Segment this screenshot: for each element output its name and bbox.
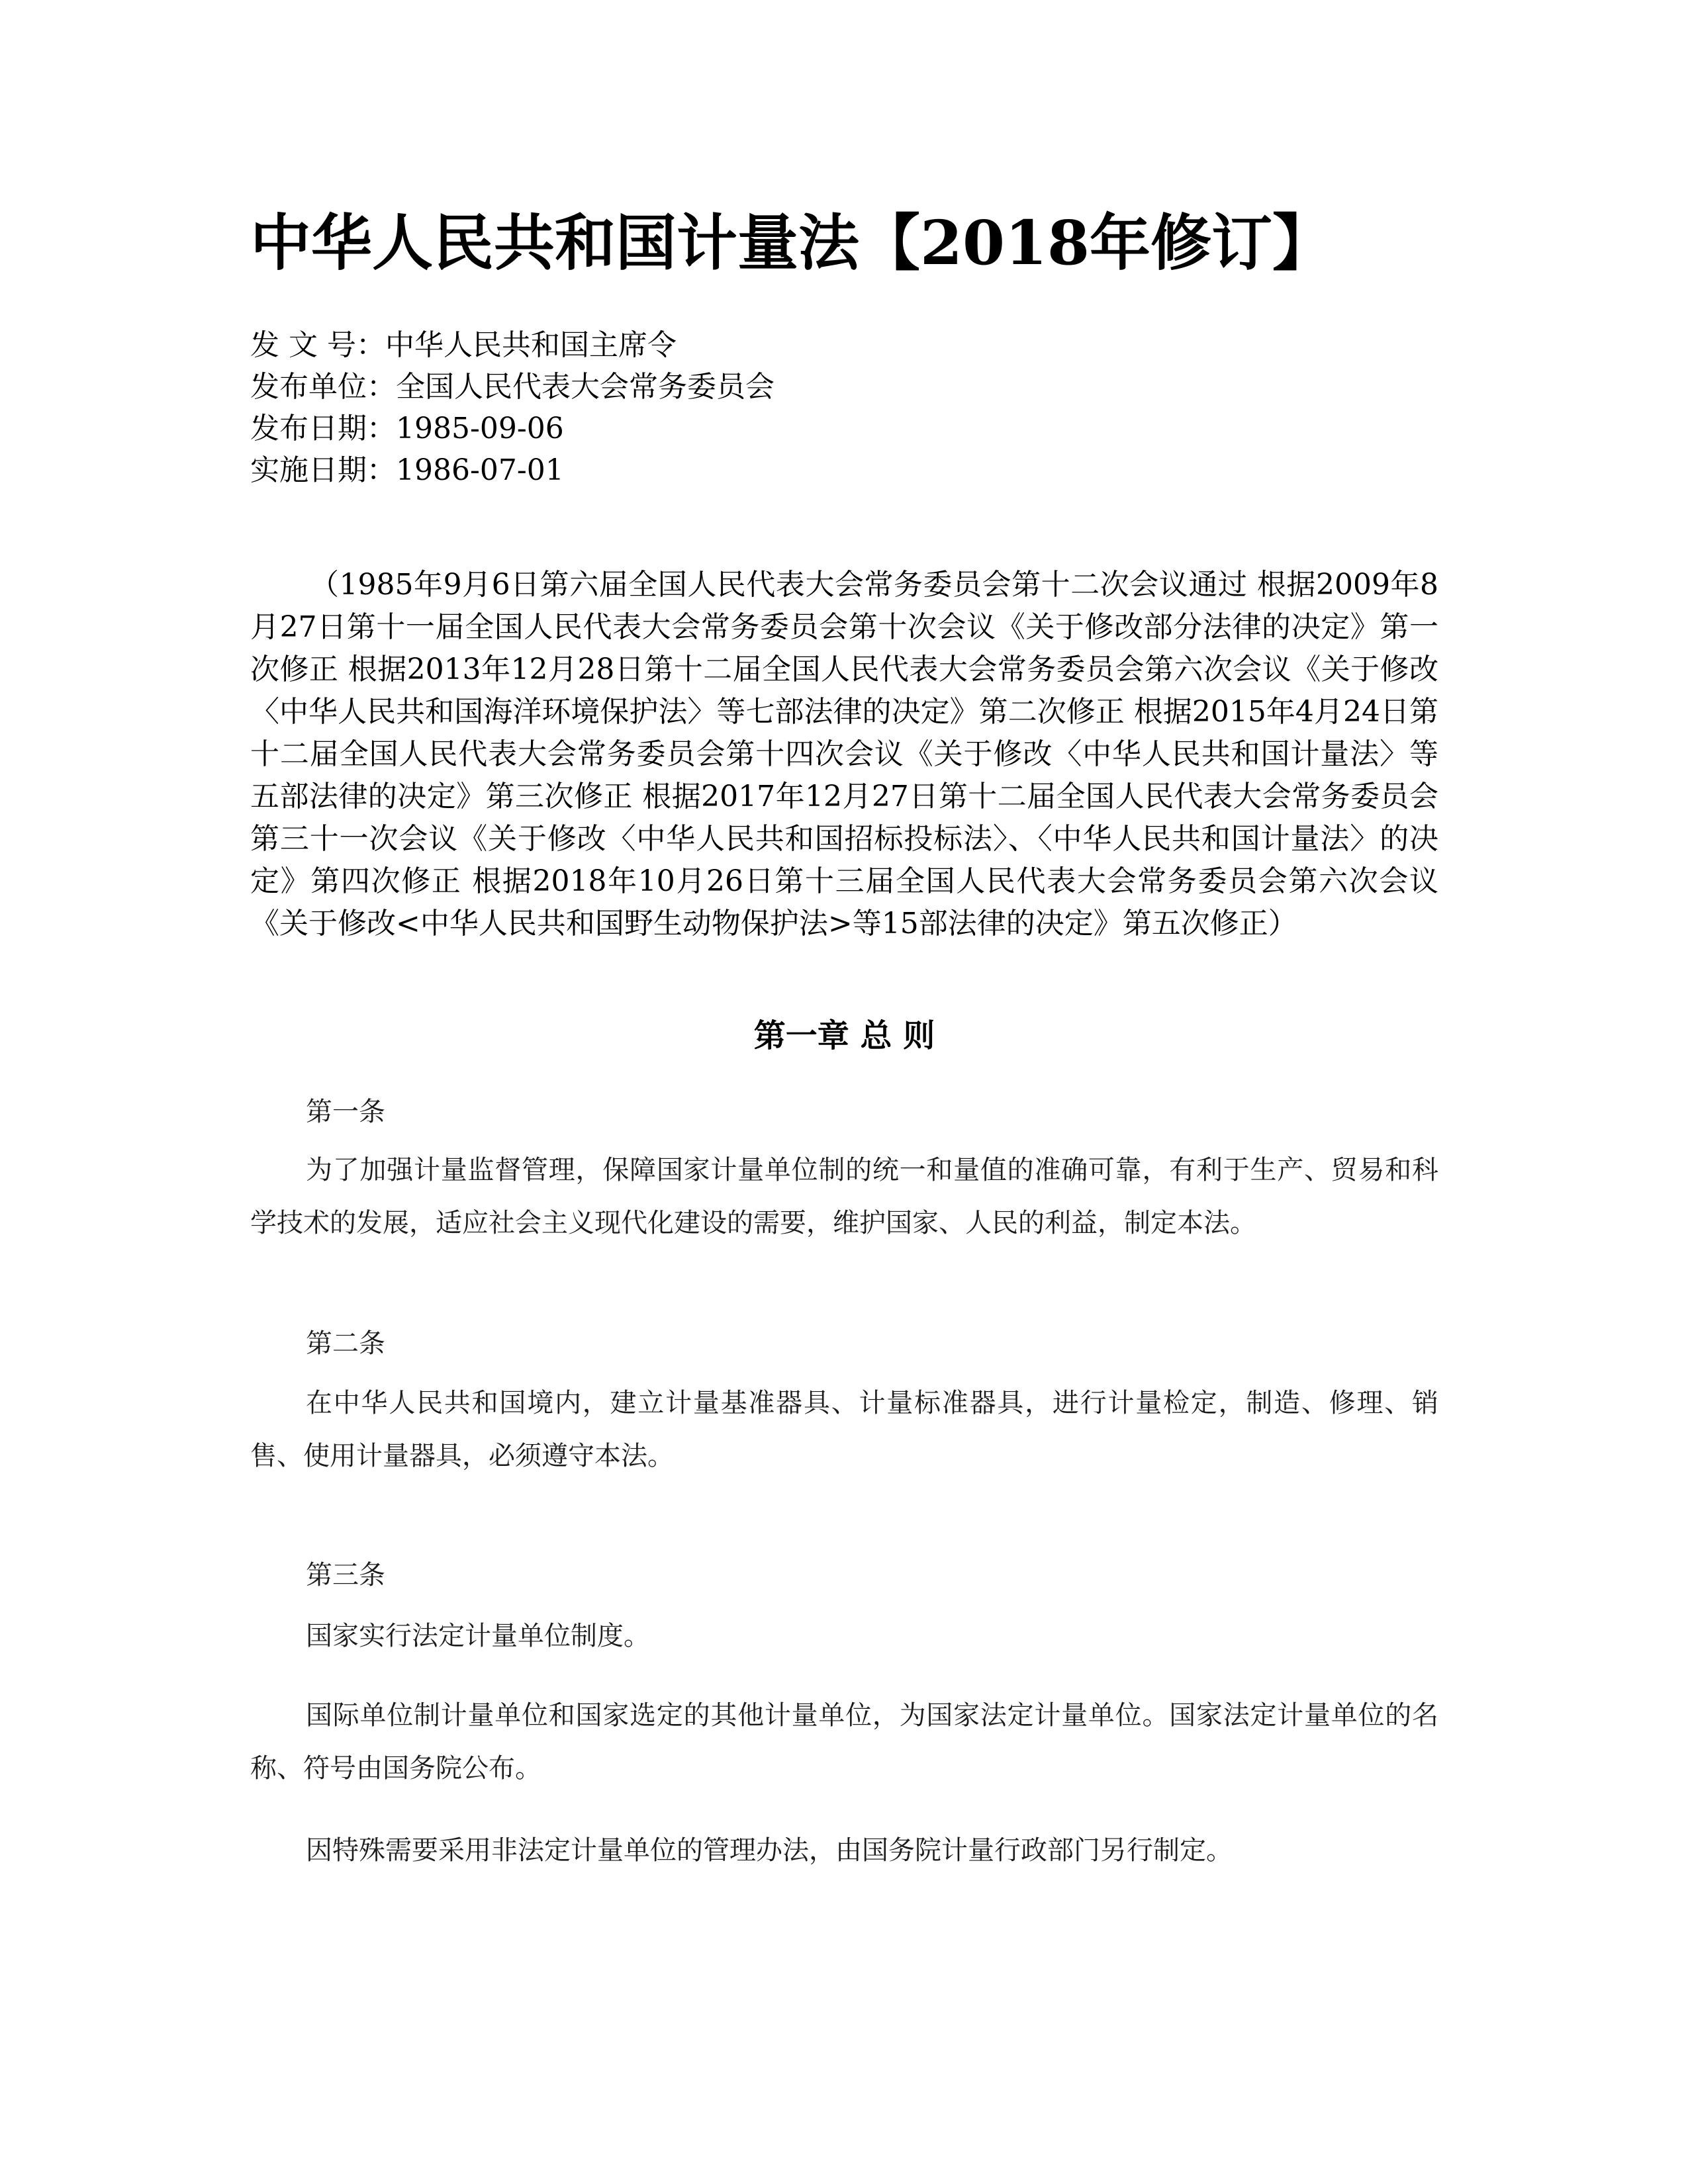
meta-row-doc-number <box>250 324 1442 366</box>
meta-value: 1986-07-01 <box>396 453 564 487</box>
article-paragraph: 国家实行法定计量单位制度。 <box>306 1621 650 1651</box>
article-heading: 第二条 <box>306 1328 385 1359</box>
amendment-history: （1985年9月6日第六届全国人民代表大会常务委员会第十二次会议通过 根据2009年8月27日第十一届全国人民代表大会常务委员会第十次会议《关于修改部分法律的决定》第一次修正 根据2013年12月28日第十二届全国人民代表大会常务委员会第六次会议《关于修改〈中华人民共和国海洋环境保护法〉等七部法律的决定》第二次修正 根据2015年4月24日第十二届全国人民代表大会常务委员会第十四次会议《关于修改〈中华人民共和国计量法〉等五部法律的决定》第三次修正 根据2017年12月27日第十二届全国人民代表大会常务委员会第三十一次会议《关于修改〈中华人民共和国招标投标法〉、〈中华人民共和国计量法〉的决定》第四次修正 根据2018年10月26日第十三届全国人民代表大会常务委员会第六次会议《关于修改<中华人民共和国野生动物保护法>等15部法律的决定》第五次修正） <box>250 568 1438 940</box>
article-paragraph: 国际单位制计量单位和国家选定的其他计量单位，为国家法定计量单位。国家法定计量单位的名称、符号由国务院公布。 <box>250 1700 1438 1784</box>
document-metadata <box>250 324 1442 491</box>
article-paragraph: 在中华人民共和国境内，建立计量基准器具、计量标准器具，进行计量检定，制造、修理、销售、使用计量器具，必须遵守本法。 <box>250 1388 1438 1471</box>
article-paragraph: 因特殊需要采用非法定计量单位的管理办法，由国务院计量行政部门另行制定。 <box>306 1835 1233 1866</box>
meta-row-issue-date <box>250 408 1442 449</box>
meta-row-effective-date <box>250 449 1442 491</box>
article-heading: 第一条 <box>306 1097 385 1127</box>
meta-value: 全国人民代表大会常务委员会 <box>396 370 774 404</box>
meta-row-issuer <box>250 366 1442 408</box>
chapter-heading: 第一章 总 则 <box>753 1017 935 1054</box>
article-paragraph: 为了加强计量监督管理，保障国家计量单位制的统一和量值的准确可靠，有利于生产、贸易和科学技术的发展，适应社会主义现代化建设的需要，维护国家、人民的利益，制定本法。 <box>250 1155 1438 1238</box>
meta-label: 发布单位： <box>250 370 396 404</box>
meta-value: 1985-09-06 <box>396 412 564 445</box>
document-title: 中华人民共和国计量法【2018年修订】 <box>250 207 1334 279</box>
article-heading: 第三条 <box>306 1560 385 1590</box>
meta-label: 发 文 号： <box>250 328 385 362</box>
meta-label: 发布日期： <box>250 412 396 445</box>
meta-label: 实施日期： <box>250 453 396 487</box>
meta-value: 中华人民共和国主席令 <box>385 328 677 362</box>
